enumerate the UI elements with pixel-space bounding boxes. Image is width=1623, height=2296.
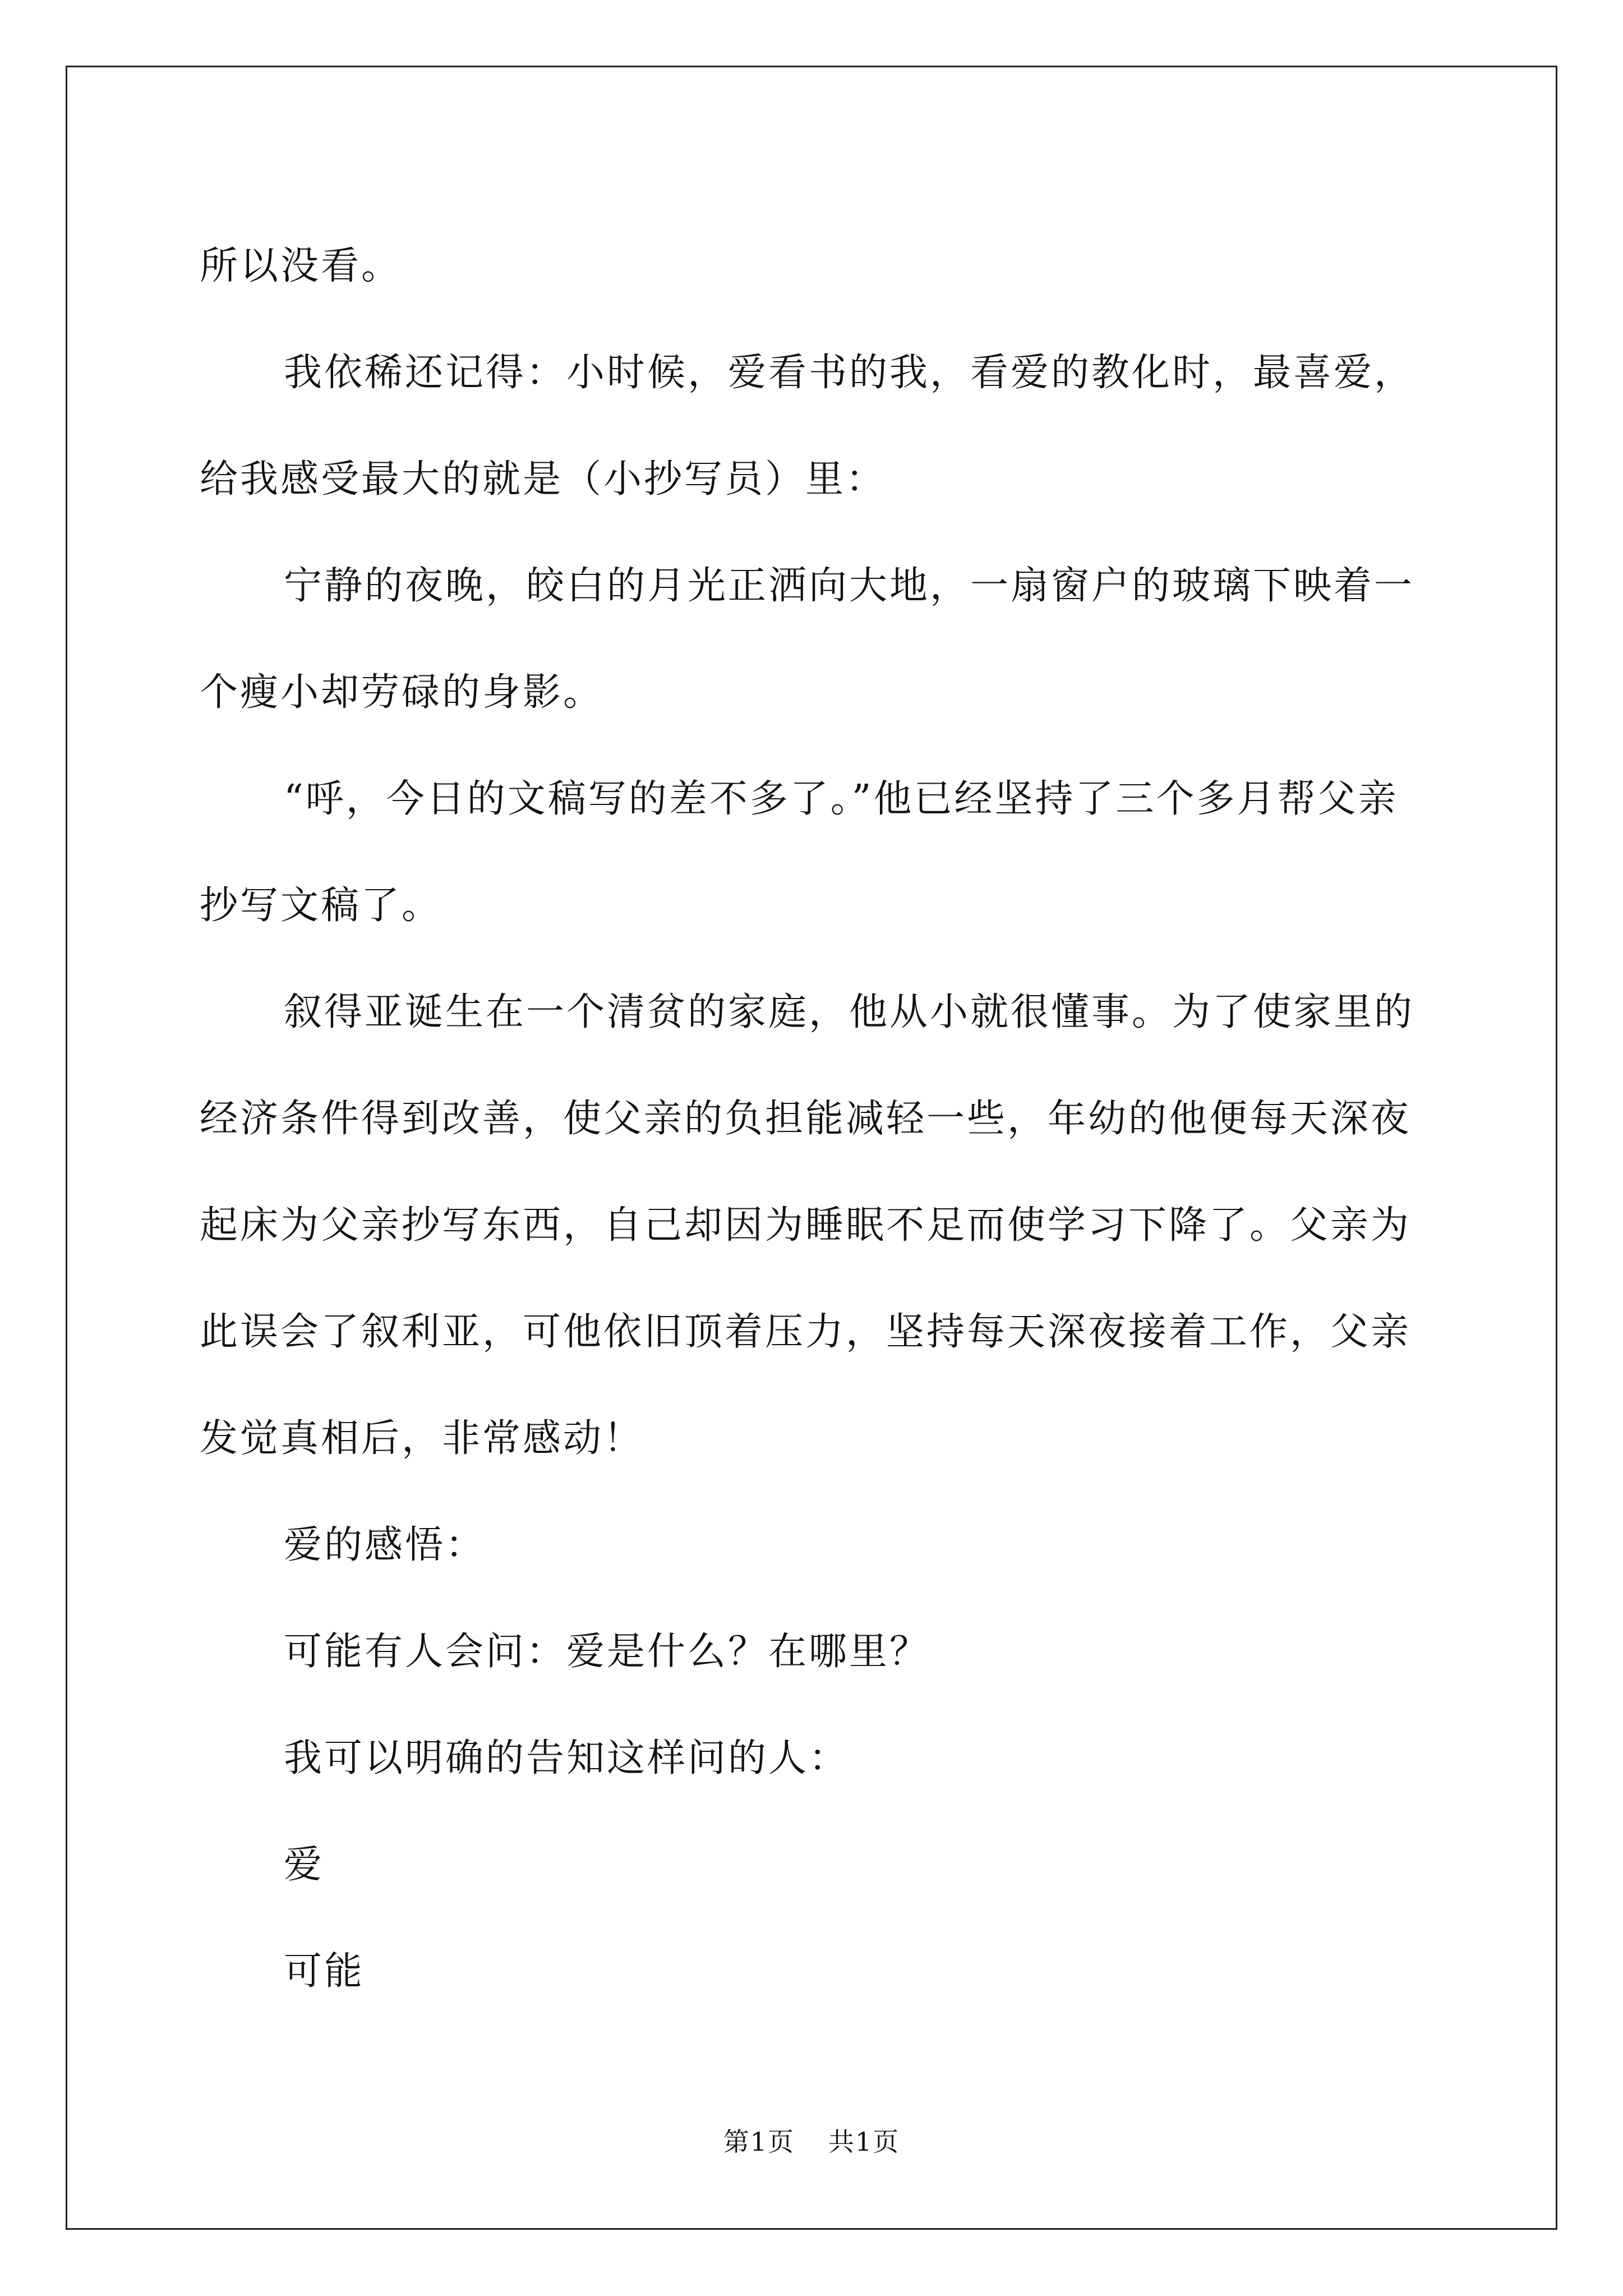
page-footer: [0, 2125, 1623, 2159]
paragraph-8: 我可以明确的告知这样问的人：: [284, 1736, 850, 1780]
paragraph-6: 爱的感悟：: [284, 1523, 486, 1567]
paragraph-9: 爱: [284, 1843, 325, 1887]
paragraph-3: 宁静的夜晚，皎白的月光正洒向大地，一扇窗户的玻璃下映着一个瘦小却劳碌的身影。: [200, 564, 1415, 715]
paragraph-1: 所以没看。: [200, 244, 402, 288]
page-total: 共1页: [828, 2127, 900, 2157]
page-number: 第1页: [723, 2127, 795, 2157]
paragraph-7: 可能有人会问：爱是什么？在哪里？: [284, 1630, 930, 1674]
paragraph-10: 可能: [284, 1949, 365, 1994]
document-body: [200, 213, 1433, 2025]
paragraph-5: 叙得亚诞生在一个清贫的家庭，他从小就很懂事。为了使家里的经济条件得到改善，使父亲的负担能减轻一些，年幼的他便每天深夜起床为父亲抄写东西，自己却因为睡眠不足而使学习下降了。父亲为此误会了叙利亚，可他依旧顶着压力，坚持每天深夜接着工作，父亲发觉真相后，非常感动！: [200, 990, 1415, 1461]
paragraph-2: 我依稀还记得：小时候，爱看书的我，看爱的教化时，最喜爱，给我感受最大的就是（小抄写员）里：: [200, 351, 1415, 501]
paragraph-4: “呼，今日的文稿写的差不多了。”他已经坚持了三个多月帮父亲抄写文稿了。: [200, 777, 1399, 928]
